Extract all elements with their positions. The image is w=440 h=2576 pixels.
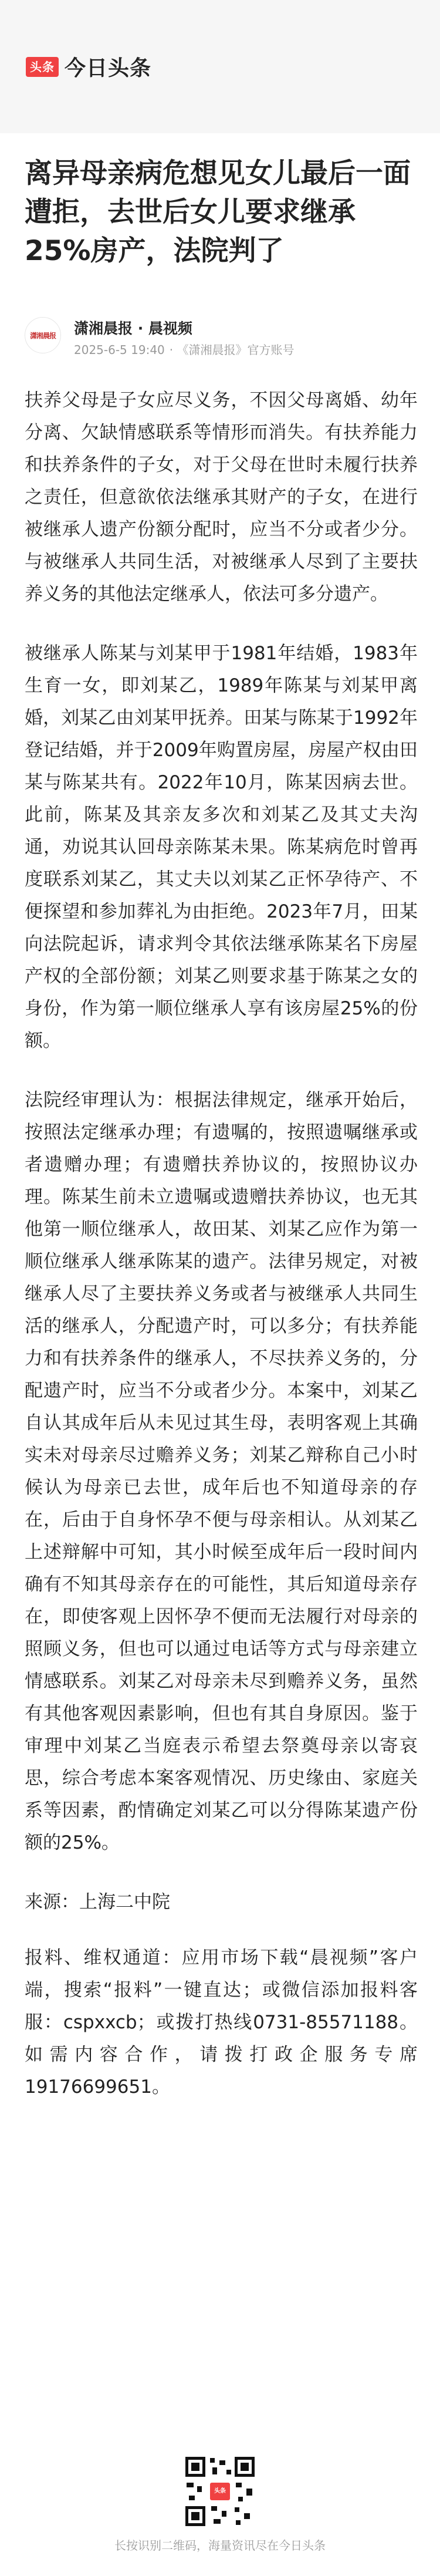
article-body bbox=[25, 385, 418, 2130]
article-title: 离异母亲病危想见女儿最后一面遭拒，去世后女儿要求继承25%房产，法院判了 bbox=[25, 157, 411, 267]
footer-tip: 长按识别二维码，海量资讯尽在今日头条 bbox=[114, 2538, 326, 2553]
paragraph-3: 法院经审理认为：根据法律规定，继承开始后，按照法定继承办理；有遗嘱的，按照遗嘱继承或者遗赠办理；有遗赠扶养协议的，按照协议办理。陈某生前未立遗嘱或遗赠扶养协议，也无其他第一顺位继承人，故田某、刘某乙应作为第一顺位继承人继承陈某的遗产。法律另规定，对被继承人尽了主要扶养义务或者与被继承人共同生活的继承人，分配遗产时，可以多分；有扶养能力和有扶养条件的继承人，不尽扶养义务的，分配遗产时，应当不分或者少分。本案中，刘某乙自认其成年后从未见过其生母，表明客观上其确实未对母亲尽过赡养义务；刘某乙辩称自己小时候认为母亲已去世，成年后也不知道母亲的存在，后由于自身怀孕不便与母亲相认。从刘某乙上述辩解中可知，其小时候至成年后一段时间内确有不知其母亲存在的可能性，其后知道母亲存在，即使客观上因怀孕不便而无法履行对母亲的照顾义务，但也可以通过电话等方式与母亲建立情感联系。刘某乙对母亲未尽到赡养义务，虽然有其他客观因素影响，但也有其自身原因。鉴于审理中刘某乙当庭表示希望去祭奠母亲以寄哀思，综合考虑本案客观情况、历史缘由、家庭关系等因素，酌情确定刘某乙可以分得陈某遗产份额的25%。 bbox=[25, 1090, 418, 1853]
qr-badge: 头条 bbox=[210, 2483, 230, 2500]
app-header bbox=[0, 0, 440, 133]
report-channel: 报料、维权通道：应用市场下载“晨视频”客户端，搜索“报料”一键直达；或微信添加报料客服：cspxxcb；或拨打热线0731-85571188。如需内容合作，请拨打政企服务专席19176699651。 bbox=[25, 1947, 418, 2098]
author-avatar[interactable] bbox=[25, 317, 61, 353]
author-name[interactable]: 潇湘晨报 · 晨视频 bbox=[74, 320, 192, 337]
paragraph-2: 被继承人陈某与刘某甲于1981年结婚，1983年生育一女，即刘某乙，1989年陈某与刘某甲离婚，刘某乙由刘某甲抚养。田某与陈某于1992年登记结婚，并于2009年购置房屋，房屋产权由田某与陈某共有。2022年10月，陈某因病去世。此前，陈某及其亲友多次和刘某乙及其丈夫沟通，劝说其认回母亲陈某未果。陈某病危时曾再度联系刘某乙，其丈夫以刘某乙正怀孕待产、不便探望和参加葬礼为由拒绝。2023年7月，田某向法院起诉，请求判令其依法继承陈某名下房屋产权的全部份额；刘某乙则要求基于陈某之女的身份，作为第一顺位继承人享有该房屋25%的份额。 bbox=[25, 643, 418, 1051]
article-source: 来源：上海二中院 bbox=[25, 1891, 170, 1913]
avatar-text: 潇湘晨报 bbox=[29, 331, 56, 340]
logo-badge: 头条 bbox=[26, 57, 59, 77]
account-desc: · 《潇湘晨报》官方账号 bbox=[169, 343, 295, 357]
author-meta bbox=[74, 340, 299, 358]
author-row[interactable] bbox=[25, 317, 418, 364]
toutiao-logo[interactable] bbox=[26, 52, 151, 82]
paragraph-1: 扶养父母是子女应尽义务，不因父母离婚、幼年分离、欠缺情感联系等情形而消失。有扶养能力和扶养条件的子女，对于父母在世时未履行扶养之责任，但意欲依法继承其财产的子女，在进行被继承人遗产份额分配时，应当不分或者少分。与被继承人共同生活，对被继承人尽到了主要扶养义务的其他法定继承人，依法可多分遗产。 bbox=[25, 390, 418, 605]
publish-date: 2025-6-5 19:40 bbox=[74, 343, 165, 357]
logo-text: 今日头条 bbox=[65, 56, 152, 80]
qr-code-icon[interactable] bbox=[185, 2457, 255, 2526]
